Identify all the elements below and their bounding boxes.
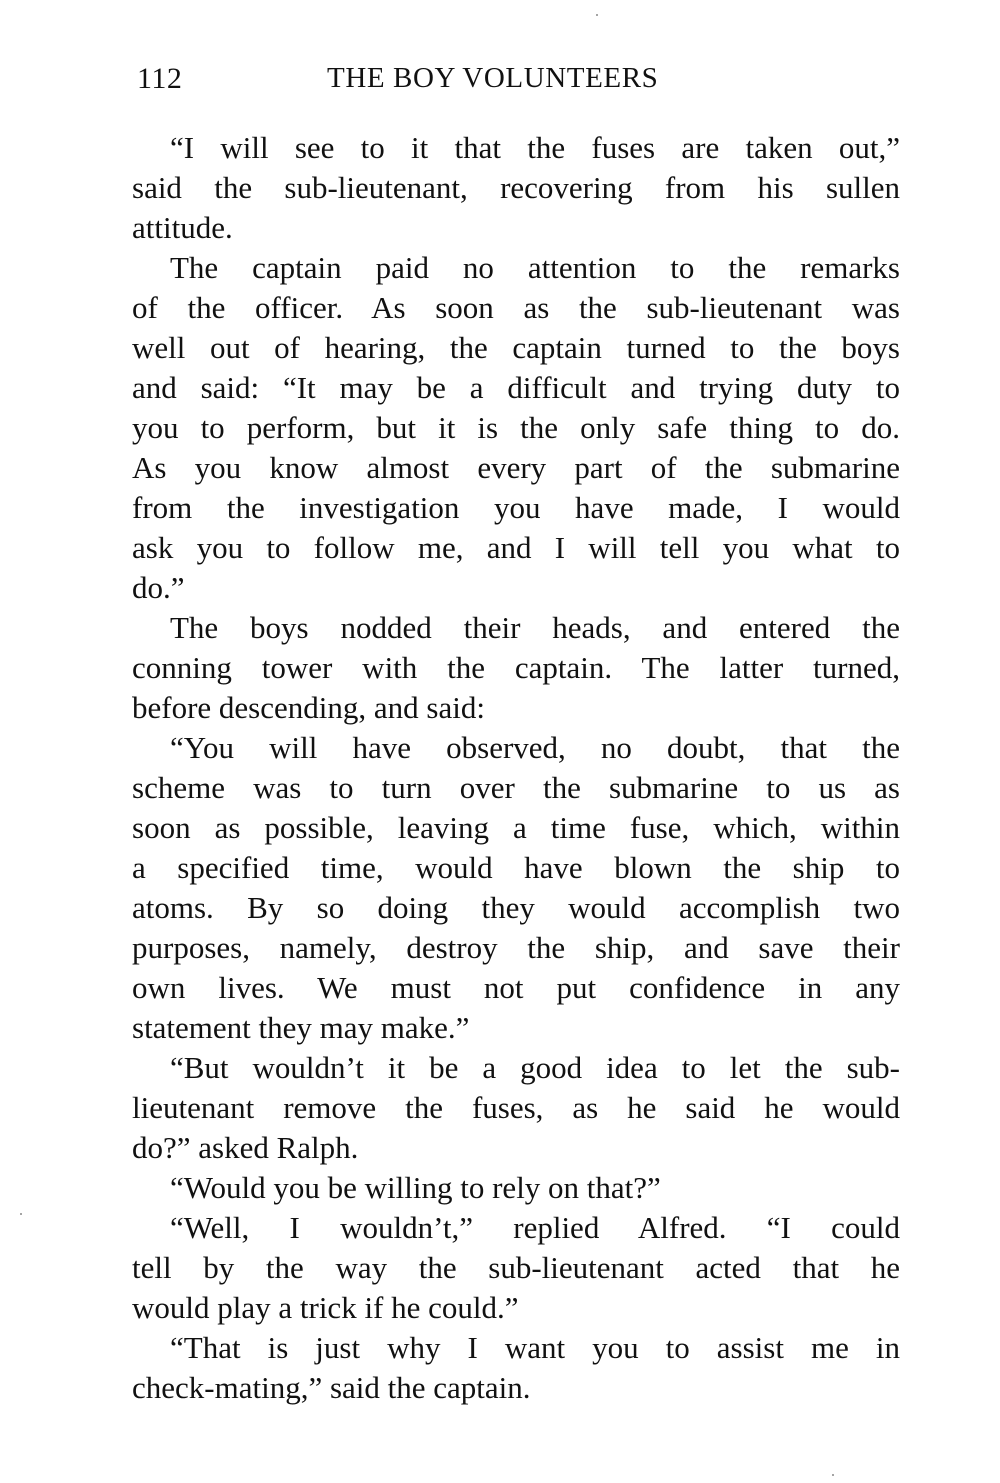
text-line: attitude. bbox=[132, 210, 233, 245]
scan-speck bbox=[596, 14, 598, 16]
page-body bbox=[132, 128, 900, 1408]
text-line: “That is just why I want you to assist me in bbox=[170, 1330, 900, 1365]
text-line: a specified time, would have blown the ship to bbox=[132, 850, 900, 885]
text-line: “I will see to it that the fuses are taken out,” bbox=[170, 130, 900, 165]
text-line: of the officer. As soon as the sub-lieutenant was bbox=[132, 290, 900, 325]
text-line: The captain paid no attention to the remarks bbox=[170, 250, 900, 285]
page-number: 112 bbox=[137, 62, 183, 95]
text-line: and said: “It may be a difficult and trying duty to bbox=[132, 370, 900, 405]
text-line: check-mating,” said the captain. bbox=[132, 1370, 531, 1405]
text-line: own lives. We must not put confidence in any bbox=[132, 970, 900, 1005]
scan-speck bbox=[20, 1213, 22, 1215]
text-line: “Would you be willing to rely on that?” bbox=[170, 1170, 661, 1205]
text-line: purposes, namely, destroy the ship, and save their bbox=[132, 930, 900, 965]
text-line: said the sub-lieutenant, recovering from his sullen bbox=[132, 170, 900, 205]
text-line: scheme was to turn over the submarine to us as bbox=[132, 770, 900, 805]
running-head: THE BOY VOLUNTEERS bbox=[327, 62, 659, 94]
text-line: do.” bbox=[132, 570, 185, 605]
text-line: The boys nodded their heads, and entered the bbox=[170, 610, 900, 645]
text-line: tell by the way the sub-lieutenant acted that he bbox=[132, 1250, 900, 1285]
text-line: soon as possible, leaving a time fuse, which, within bbox=[132, 810, 900, 845]
text-line: “You will have observed, no doubt, that the bbox=[170, 730, 900, 765]
text-line: well out of hearing, the captain turned to the boys bbox=[132, 330, 900, 365]
text-line: do?” asked Ralph. bbox=[132, 1130, 359, 1165]
scan-speck bbox=[832, 1474, 834, 1476]
text-line: As you know almost every part of the submarine bbox=[132, 450, 900, 485]
text-line: statement they may make.” bbox=[132, 1010, 470, 1045]
text-line: “Well, I wouldn’t,” replied Alfred. “I could bbox=[170, 1210, 900, 1245]
text-line: “But wouldn’t it be a good idea to let the sub- bbox=[170, 1050, 900, 1085]
text-line: from the investigation you have made, I would bbox=[132, 490, 900, 525]
text-line: before descending, and said: bbox=[132, 690, 485, 725]
text-line: conning tower with the captain. The latter turned, bbox=[132, 650, 900, 685]
text-line: ask you to follow me, and I will tell you what to bbox=[132, 530, 900, 565]
text-line: you to perform, but it is the only safe thing to do. bbox=[132, 410, 900, 445]
text-line: would play a trick if he could.” bbox=[132, 1290, 519, 1325]
text-line: atoms. By so doing they would accomplish two bbox=[132, 890, 900, 925]
text-line: lieutenant remove the fuses, as he said he would bbox=[132, 1090, 900, 1125]
